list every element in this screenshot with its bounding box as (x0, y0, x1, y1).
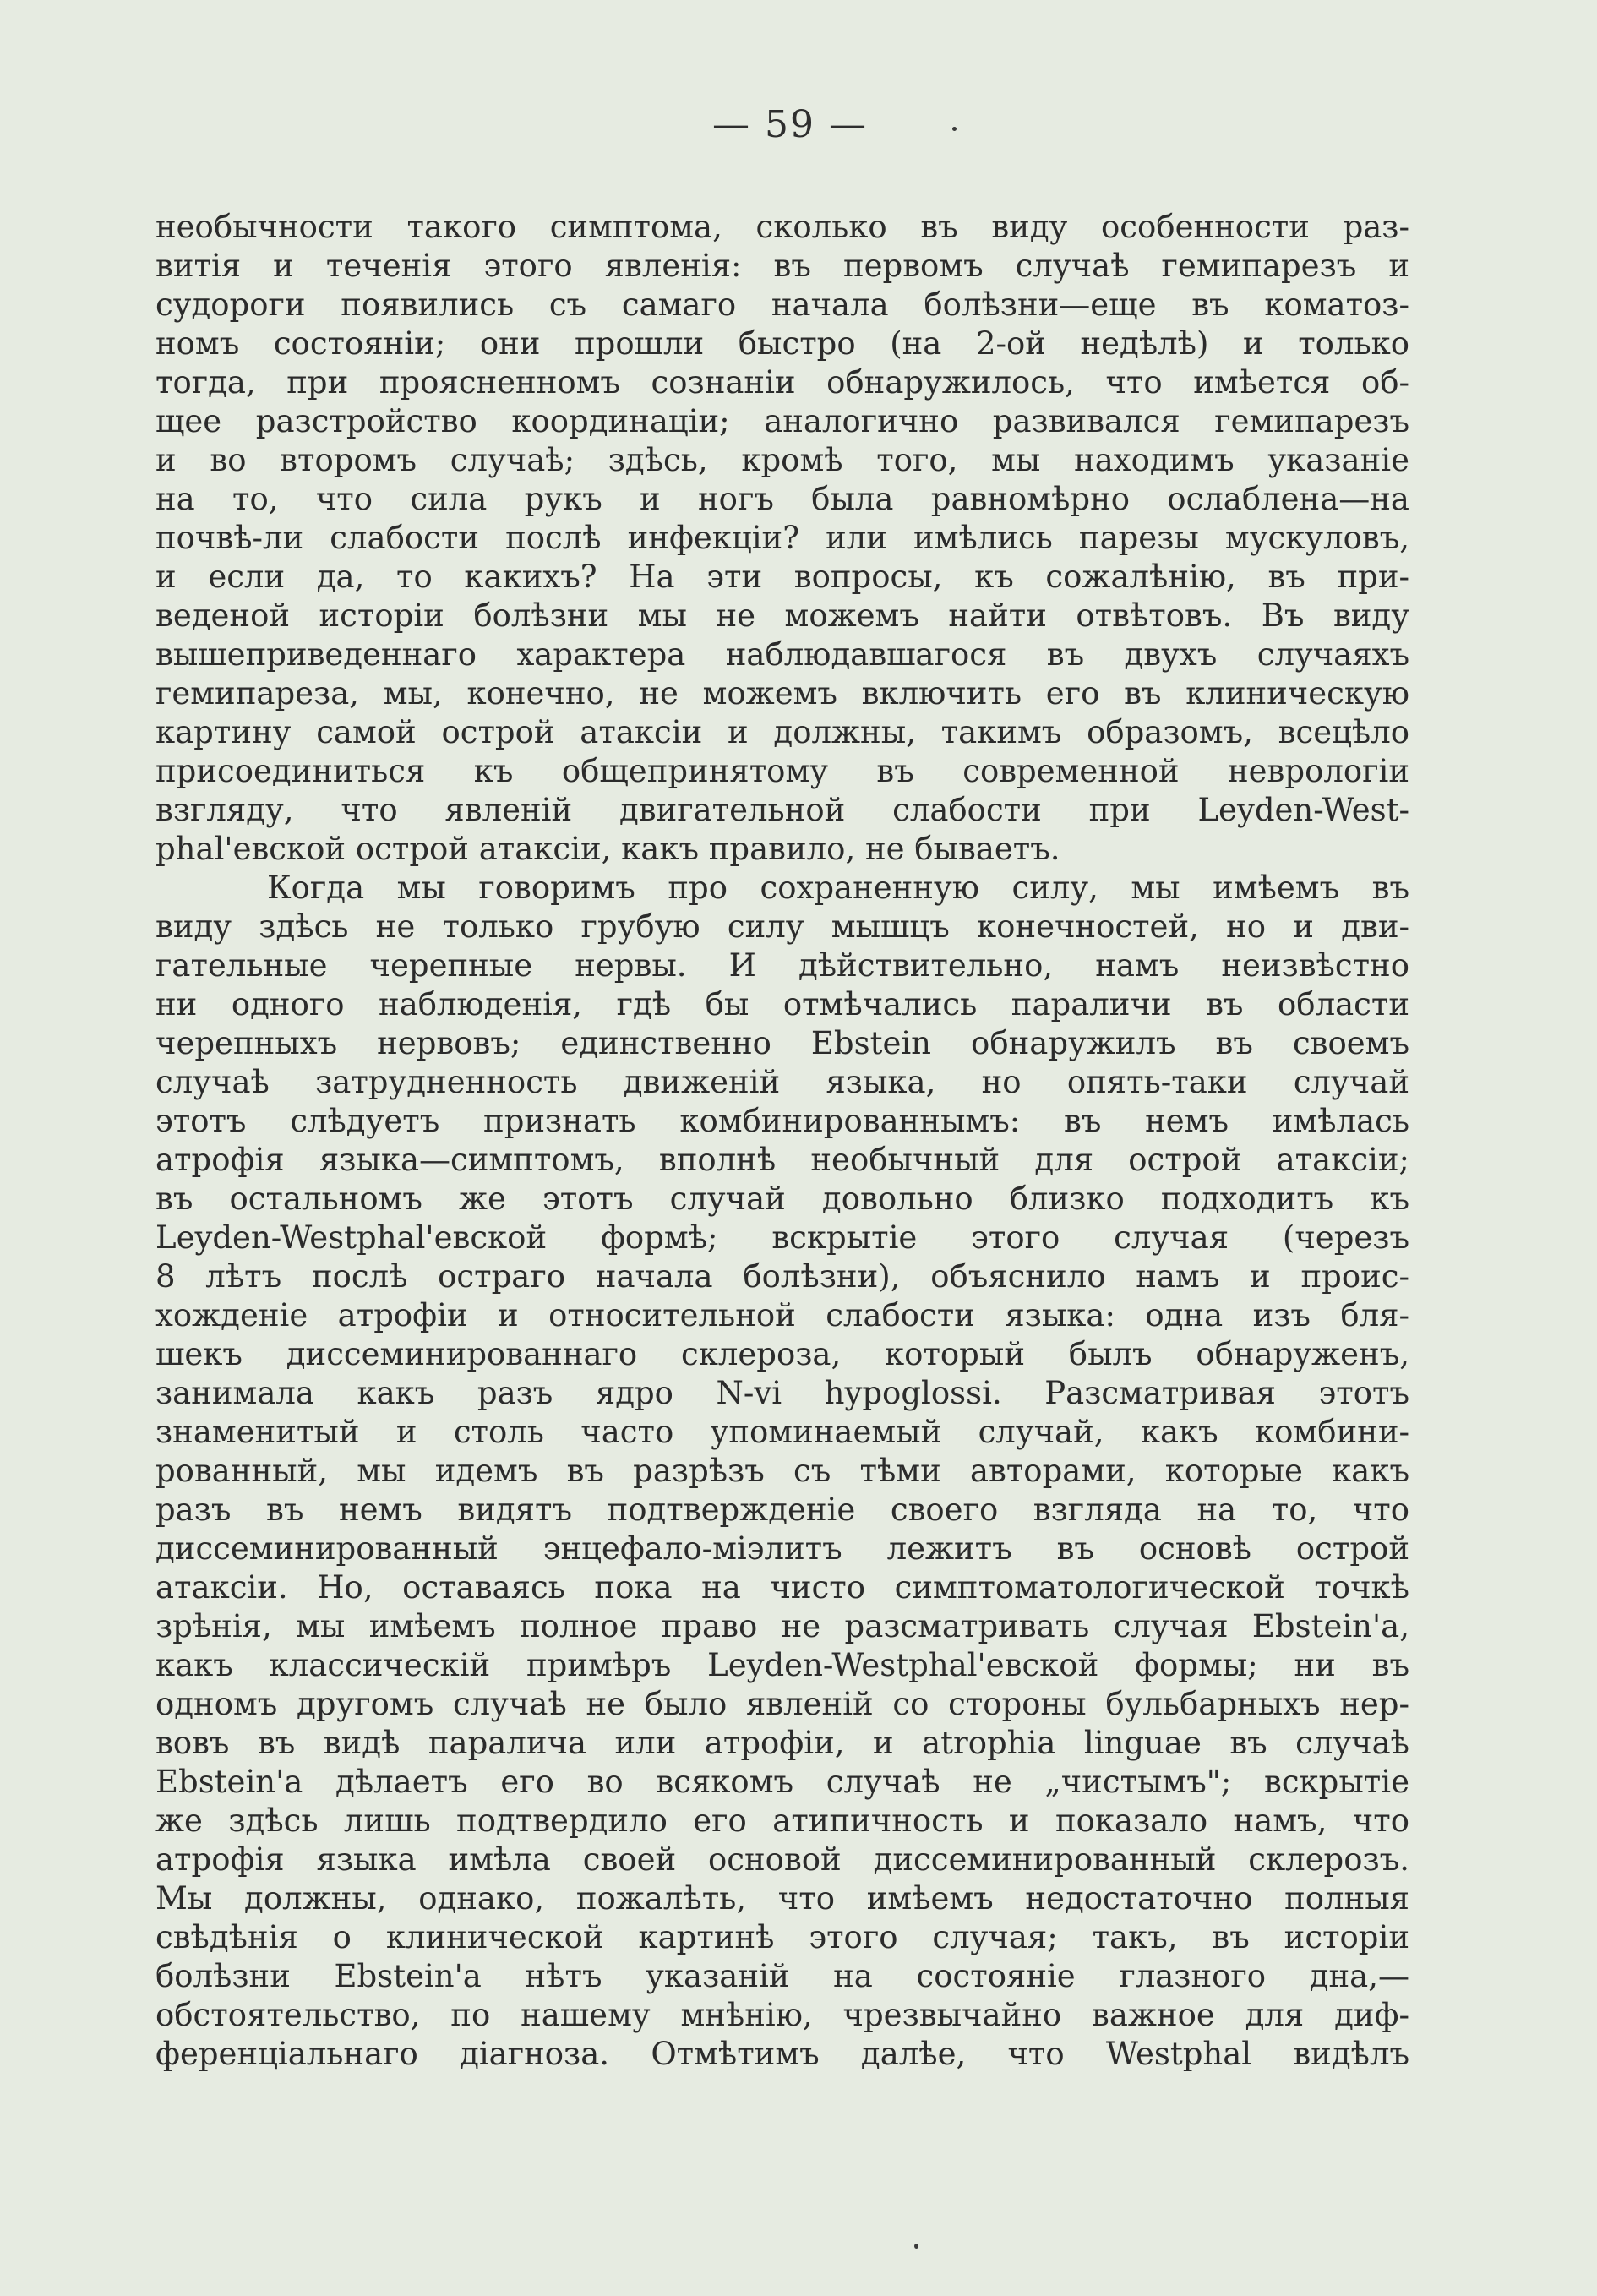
text-line: обстоятельство, по нашему мнѣнію, чрезвычайно важное для диф- (155, 1997, 1409, 2033)
text-line: рованный, мы идемъ въ разрѣзъ съ тѣми авторами, которые какъ (155, 1453, 1409, 1489)
text-line: витія и теченія этого явленія: въ первомъ случаѣ гемипарезъ и (155, 248, 1409, 284)
text-line: черепныхъ нервовъ; единственно Ebstein обнаружилъ въ своемъ (155, 1025, 1409, 1061)
text-line: и если да, то какихъ? На эти вопросы, къ сожалѣнію, въ при- (155, 559, 1409, 595)
text-line: какъ классическій примѣръ Leyden-Westphal'евской формы; ни въ (155, 1647, 1409, 1683)
text-line: же здѣсь лишь подтвердило его атипичность и показало намъ, что (155, 1802, 1409, 1839)
text-line: гательные черепные нервы. И дѣйствительно, намъ неизвѣстно (155, 947, 1409, 984)
text-line: свѣдѣнія о клинической картинѣ этого случая; такъ, въ исторіи (155, 1919, 1409, 1955)
text-line: взгляду, что явленій двигательной слабости при Leyden-West- (155, 792, 1409, 828)
text-line: ни одного наблюденія, гдѣ бы отмѣчались параличи въ области (155, 986, 1409, 1023)
text-line: вовъ въ видѣ паралича или атрофіи, и atrophia linguae въ случаѣ (155, 1725, 1409, 1761)
text-line: присоединиться къ общепринятому въ современной неврологіи (155, 753, 1409, 789)
text-line: диссеминированный энцефало-міэлитъ лежитъ въ основѣ острой (155, 1530, 1409, 1567)
text-line: этотъ слѣдуетъ признать комбинированнымъ: въ немъ имѣлась (155, 1103, 1409, 1139)
ink-speck (952, 127, 957, 131)
text-line: картину самой острой атаксіи и должны, такимъ образомъ, всецѣло (155, 714, 1409, 750)
text-line: Ebstein'a дѣлаетъ его во всякомъ случаѣ не „чистымъ"; вскрытіе (155, 1764, 1409, 1800)
body-text (155, 208, 1409, 2074)
text-line: атрофія языка—симптомъ, вполнѣ необычный для острой атаксіи; (155, 1142, 1409, 1178)
text-line: шекъ диссеминированнаго склероза, который былъ обнаруженъ, (155, 1336, 1409, 1372)
text-line: разъ въ немъ видятъ подтвержденіе своего взгляда на то, что (155, 1492, 1409, 1528)
text-line: ференціальнаго діагноза. Отмѣтимъ далѣе, что Westphal видѣлъ (155, 2036, 1409, 2072)
text-line: въ остальномъ же этотъ случай довольно близко подходитъ къ (155, 1181, 1409, 1217)
text-line: необычности такого симптома, сколько въ виду особенности раз- (155, 209, 1409, 245)
text-line: веденой исторіи болѣзни мы не можемъ найти отвѣтовъ. Въ виду (155, 597, 1409, 634)
text-line: атрофія языка имѣла своей основой диссеминированный склерозъ. (155, 1841, 1409, 1878)
text-line: случаѣ затрудненность движеній языка, но опять-таки случай (155, 1064, 1409, 1100)
text-line: и во второмъ случаѣ; здѣсь, кромѣ того, мы находимъ указаніе (155, 442, 1409, 478)
text-line: вышеприведеннаго характера наблюдавшагося въ двухъ случаяхъ (155, 636, 1409, 673)
text-line: гемипареза, мы, конечно, не можемъ включить его въ клиническую (155, 675, 1409, 712)
text-line: атаксіи. Но, оставаясь пока на чисто симптоматологической точкѣ (155, 1569, 1409, 1606)
text-line: одномъ другомъ случаѣ не было явленій со стороны бульбарныхъ нер- (155, 1686, 1409, 1722)
text-line: хожденіе атрофіи и относительной слабости языка: одна изъ бля- (155, 1297, 1409, 1333)
text-line: знаменитый и столь часто упоминаемый случай, какъ комбини- (155, 1414, 1409, 1450)
text-line: судороги появились съ самаго начала болѣзни—еще въ коматоз- (155, 286, 1409, 323)
text-line: щее разстройство координаціи; аналогично развивался гемипарезъ (155, 403, 1409, 439)
text-line: Мы должны, однако, пожалѣть, что имѣемъ недостаточно полныя (155, 1880, 1409, 1917)
text-line: на то, что сила рукъ и ногъ была равномѣрно ослаблена—на (155, 481, 1409, 517)
text-line: зрѣнія, мы имѣемъ полное право не разсматривать случая Ebstein'a, (155, 1608, 1409, 1644)
paragraph-start-line: Когда мы говоримъ про сохраненную силу, мы имѣемъ въ (267, 870, 1409, 906)
paragraph-end-line: phal'евской острой атаксіи, какъ правило, не бываетъ. (155, 831, 1060, 867)
text-line: почвѣ-ли слабости послѣ инфекціи? или имѣлись парезы мускуловъ, (155, 520, 1409, 556)
text-line: болѣзни Ebstein'a нѣтъ указаній на состояніе глазного дна,— (155, 1958, 1409, 1994)
page-number: — 59 — (712, 103, 868, 146)
text-line: занимала какъ разъ ядро N-vi hypoglossi. Разсматривая этотъ (155, 1375, 1409, 1411)
text-line: номъ состояніи; они прошли быстро (на 2-ой недѣлѣ) и только (155, 325, 1409, 362)
text-line: виду здѣсь не только грубую силу мышцъ конечностей, но и дви- (155, 908, 1409, 945)
ink-speck (914, 2244, 918, 2249)
text-line: Leyden-Westphal'евской формѣ; вскрытіе этого случая (черезъ (155, 1219, 1409, 1256)
text-line: 8 лѣтъ послѣ остраго начала болѣзни), объяснило намъ и проис- (155, 1258, 1409, 1295)
text-line: тогда, при проясненномъ сознаніи обнаружилось, что имѣется об- (155, 364, 1409, 401)
